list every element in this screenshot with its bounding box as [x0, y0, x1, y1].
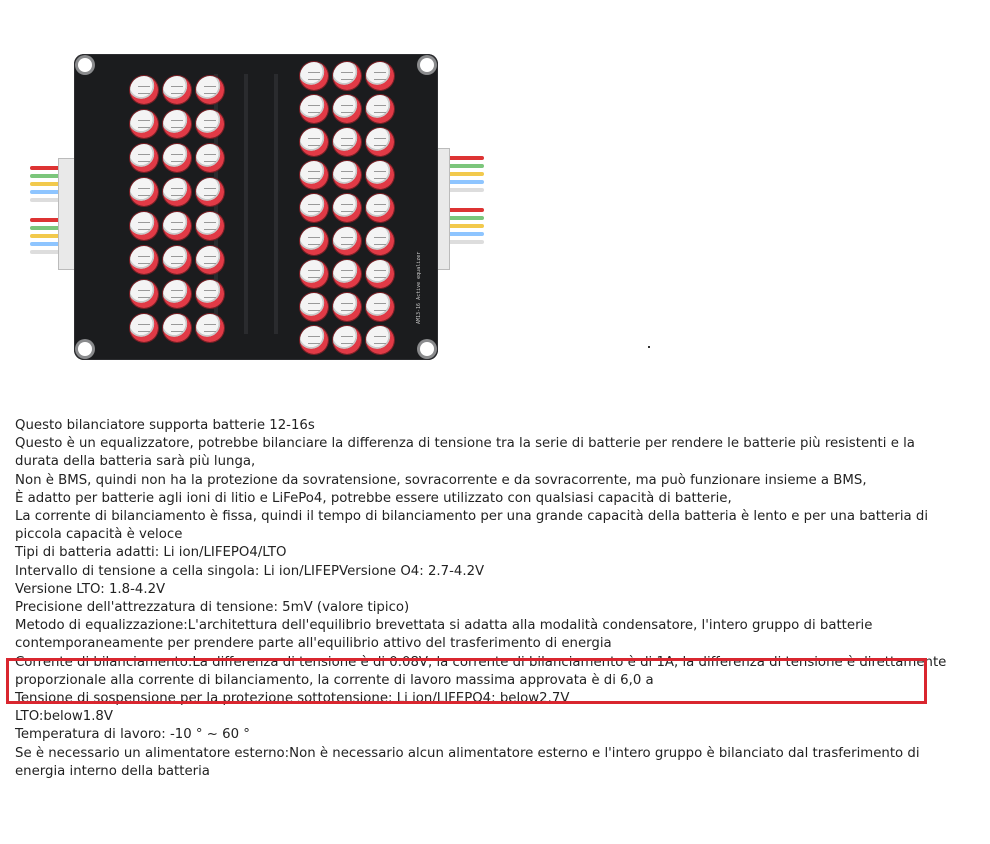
capacitor-icon: [163, 144, 191, 172]
capacitor-icon: [196, 76, 224, 104]
capacitor-icon: [300, 161, 328, 189]
capacitor-icon: [366, 161, 394, 189]
capacitor-icon: [130, 178, 158, 206]
mount-hole: [420, 58, 434, 72]
capacitor-icon: [196, 110, 224, 138]
capacitor-icon: [130, 246, 158, 274]
capacitor-icon: [196, 314, 224, 342]
capacitor-icon: [366, 62, 394, 90]
capacitor-icon: [333, 62, 361, 90]
desc-line: Temperatura di lavoro: -10 ° ~ 60 °: [15, 727, 250, 743]
desc-line-highlighted: Corrente di bilanciamento:La differenza di tensione è di 0.08V, la corrente di bilanciamento è di 1A, la differenza di tensione è direttamente proporzionale alla corrente di bilanciamento, la corrente di lavoro massima approvata è di 6,0 a: [15, 654, 947, 688]
desc-line: Se è necessario un alimentatore esterno:Non è necessario alcun alimentatore esterno e l'intero gruppo è bilanciato dal trasferimento di energia interno della batteria: [15, 745, 920, 779]
desc-line: Questo è un equalizzatore, potrebbe bilanciare la differenza di tensione tra la serie di batterie per rendere le batterie più resistenti e la durata della batteria sarà più lunga,: [15, 436, 915, 470]
capacitor-icon: [196, 178, 224, 206]
capacitor-icon: [196, 212, 224, 240]
capacitor-icon: [163, 178, 191, 206]
capacitor-icon: [163, 246, 191, 274]
capacitor-icon: [366, 260, 394, 288]
mount-hole: [78, 342, 92, 356]
capacitor-icon: [196, 280, 224, 308]
capacitor-icon: [366, 95, 394, 123]
capacitor-icon: [366, 194, 394, 222]
desc-line: Questo bilanciatore supporta batterie 12-16s: [15, 418, 315, 433]
capacitor-icon: [300, 227, 328, 255]
capacitor-icon: [333, 293, 361, 321]
desc-line: Non è BMS, quindi non ha la protezione da sovratensione, sovracorrente e da sovracorrente, ma può funzionare insieme a BMS,: [15, 472, 867, 488]
capacitor-icon: [333, 227, 361, 255]
capacitor-icon: [333, 260, 361, 288]
capacitor-icon: [333, 128, 361, 156]
desc-line: Tensione di sospensione per la protezione sottotensione: Li ion/LIFEPO4: below2.7V: [15, 691, 570, 707]
capacitor-icon: [196, 144, 224, 172]
capacitor-icon: [300, 326, 328, 354]
capacitor-icon: [333, 161, 361, 189]
capacitor-icon: [163, 314, 191, 342]
capacitor-icon: [130, 76, 158, 104]
product-description: [15, 417, 950, 781]
capacitor-icon: [130, 110, 158, 138]
capacitor-icon: [130, 212, 158, 240]
capacitor-icon: [366, 128, 394, 156]
desc-line: La corrente di bilanciamento è fissa, quindi il tempo di bilanciamento per una grande capacità della batteria è lento e per una batteria di piccola capacità è veloce: [15, 509, 929, 543]
capacitor-icon: [300, 128, 328, 156]
capacitor-icon: [130, 144, 158, 172]
desc-line: Metodo di equalizzazione:L'architettura dell'equilibrio brevettata si adatta alla modalità condensatore, l'intero gruppo di batterie contemporaneamente per prendere parte all'equilibrio attivo del trasferimento di energia: [15, 618, 873, 652]
mount-hole: [420, 342, 434, 356]
pcb-board: AM13-16 Active equalizer: [74, 54, 438, 360]
capacitor-icon: [163, 110, 191, 138]
desc-line: È adatto per batterie agli ioni di litio e LiFePo4, potrebbe essere utilizzato con qualsiasi capacità di batterie,: [15, 490, 732, 506]
highlight-box: [6, 658, 927, 704]
capacitor-icon: [300, 194, 328, 222]
capacitor-icon: [300, 260, 328, 288]
capacitor-icon: [366, 293, 394, 321]
capacitor-icon: [333, 95, 361, 123]
capacitor-icon: [333, 326, 361, 354]
desc-line: LTO:below1.8V: [15, 709, 113, 725]
capacitor-icon: [130, 314, 158, 342]
capacitor-icon: [300, 293, 328, 321]
product-image: [26, 48, 496, 368]
stray-dot: [648, 346, 650, 348]
right-wire-harness: [446, 148, 486, 268]
mount-hole: [78, 58, 92, 72]
capacitor-icon: [163, 76, 191, 104]
capacitor-icon: [300, 95, 328, 123]
capacitor-icon: [366, 227, 394, 255]
capacitor-icon: [130, 280, 158, 308]
desc-line: Intervallo di tensione a cella singola: Li ion/LIFEPVersione O4: 2.7-4.2V: [15, 563, 485, 579]
capacitor-icon: [300, 62, 328, 90]
desc-line: Versione LTO: 1.8-4.2V: [15, 581, 166, 597]
capacitor-icon: [333, 194, 361, 222]
capacitor-icon: [196, 246, 224, 274]
desc-line: Precisione dell'attrezzatura di tensione: 5mV (valore tipico): [15, 600, 410, 616]
desc-line: Tipi di batteria adatti: Li ion/LIFEPO4/LTO: [15, 545, 287, 561]
capacitor-icon: [163, 212, 191, 240]
capacitor-icon: [163, 280, 191, 308]
capacitor-icon: [366, 326, 394, 354]
